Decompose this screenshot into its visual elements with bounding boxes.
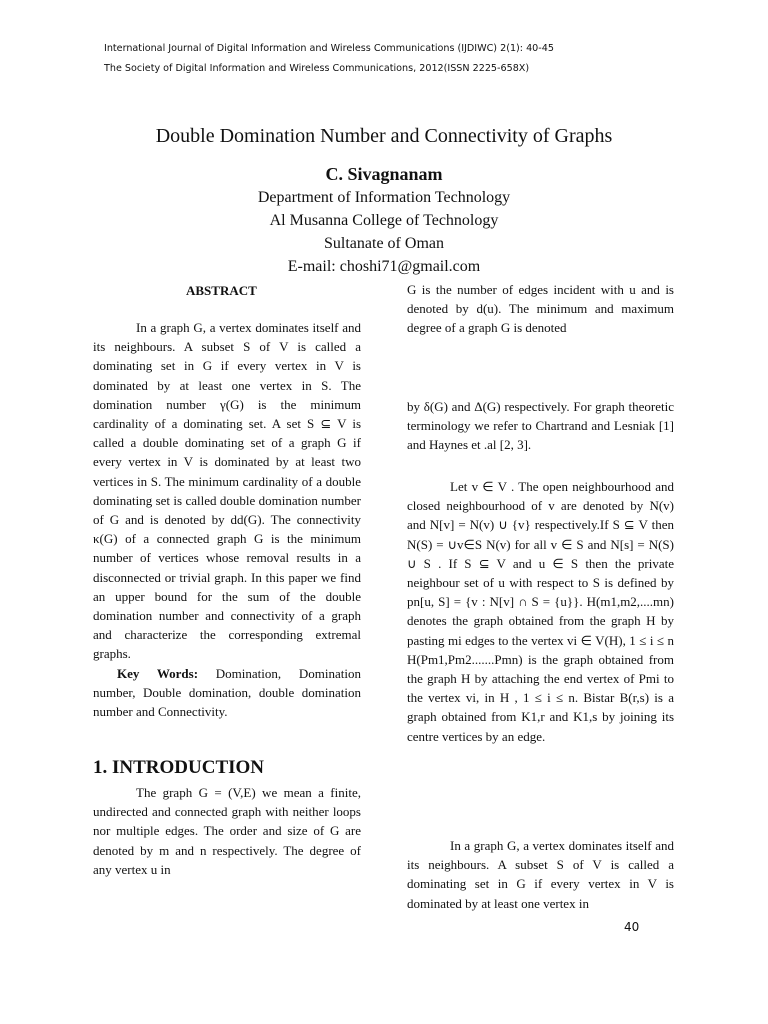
abstract-text: In a graph G, a vertex dominates itself and its neighbours. A subset S of V is called a dominating set in G if every vertex in V is dominated by at least one vertex in S. The domination number γ(G) is the minimum cardinality of a dominating set. A set S ⊆ V is called a double dominating set of a graph G if every vertex in V is dominated by at least two vertices in S. The minimum cardinality of a double dominating set is called double domination number of G and is denoted by dd(G). The connectivity κ(G) of a connected graph G is the minimum number of vertices whose removal results in a disconnected or trivial graph. In this paper we find an upper bound for the sum of the double domination number and connectivity of a graph and characterize the corresponding extremal graphs. [93, 320, 361, 662]
paper-title: Double Domination Number and Connectivity of Graphs [155, 125, 613, 147]
keywords [93, 664, 361, 722]
right-paragraph-3: Let v ∈ V . The open neighbourhood and closed neighbourhood of v are denoted by N(v) and N[v] = N(v) ∪ {v} respectively.If S ⊆ V then N(S) = ∪v∈S N(v) for all v ∈ S and N[s] = N(S) ∪ S . If S ⊆ V and u ∈ S then the private neighbour set of u with respect to S is defined by pn[u, S] = {v : N[v] ∩ S = {u}}. H(m1,m2,....mn) denotes the graph obtained from the graph H by pasting mi edges to the vertex vi ∈ V(H), 1 ≤ i ≤ n H(Pm1,Pm2.......Pmn) is the graph obtained from the graph H by attaching the end vertex of Pmi to the vertex vi, in H , 1 ≤ i ≤ n. Bistar B(r,s) is a graph obtained from K1,r and K1,s by joining its centre vertices by an edge. [407, 479, 674, 744]
right-column-p1 [407, 280, 674, 338]
journal-header-line2: The Society of Digital Information and Wireless Communications, 2012(ISSN 2225-658X) [104, 63, 530, 74]
right-column-p3 [407, 477, 674, 746]
intro-block [93, 783, 361, 879]
right-paragraph-4: In a graph G, a vertex dominates itself and its neighbours. A subset S of V is called a dominating set in G if every vertex in V is dominated by at least one vertex in [407, 838, 674, 911]
abstract-heading: ABSTRACT [186, 283, 257, 298]
right-paragraph-2: by δ(G) and Δ(G) respectively. For graph theoretic terminology we refer to Chartrand and Lesniak [1] and Haynes et .al [2, 3]. [407, 399, 674, 453]
intro-heading: 1. INTRODUCTION [93, 757, 265, 778]
affiliation-college: Al Musanna College of Technology [269, 212, 499, 229]
keywords-label: Key Words: [117, 665, 199, 681]
abstract-block [93, 318, 361, 721]
journal-header-line1: International Journal of Digital Information and Wireless Communications (IJDIWC) 2(1): 40-45 [104, 43, 554, 54]
right-column-p4 [407, 836, 674, 913]
right-paragraph-1: G is the number of edges incident with u and is denoted by d(u). The minimum and maximum degree of a graph G is denoted [407, 282, 674, 336]
keywords-text: Domination, Domination number, Double domination, double domination number and Connectivity. [93, 665, 361, 720]
author-name: C. Sivagnanam [325, 164, 443, 184]
affiliation-country: Sultanate of Oman [324, 235, 444, 252]
page-number: 40 [624, 920, 640, 934]
affiliation-dept: Department of Information Technology [257, 189, 511, 206]
right-column-p2 [407, 397, 674, 455]
intro-text: The graph G = (V,E) we mean a finite, undirected and connected graph with neither loops nor multiple edges. The order and size of G are denoted by m and n respectively. The degree of any vertex u in [93, 785, 361, 877]
affiliation-email: E-mail: choshi71@gmail.com [287, 258, 481, 275]
